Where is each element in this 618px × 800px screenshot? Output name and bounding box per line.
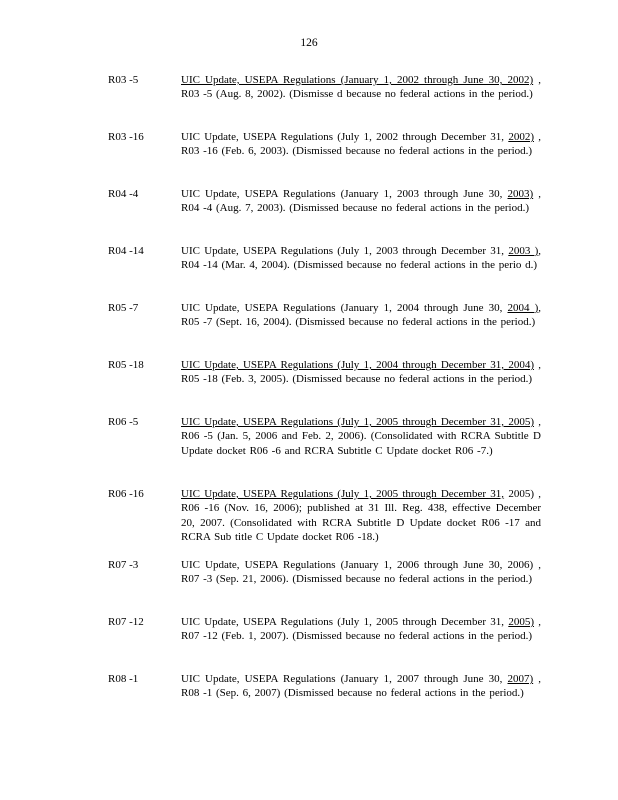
docket-number: R07 -12 <box>108 616 144 628</box>
page-number: 126 <box>300 37 318 49</box>
docket-number: R04 -14 <box>108 245 144 257</box>
docket-description <box>181 244 541 273</box>
docket-title: UIC Update, USEPA Regulations (July 1, 2002 through December 31, <box>181 131 509 143</box>
docket-description <box>181 558 541 587</box>
docket-details: , R07 -3 (Sep. 21, 2006). (Dismissed because no federal actions in the period.) <box>181 559 542 586</box>
docket-description <box>181 415 541 458</box>
docket-details: , R06 -5 (Jan. 5, 2006 and Feb. 2, 2006). (Consolidated with RCRA Subtitle D Update docket R06 -6 and RCRA Subtitle C Update docket R06 -7.) <box>181 416 542 457</box>
docket-details: , R03 -5 (Aug. 8, 2002). (Dismisse d because no federal actions in the period.) <box>181 74 542 101</box>
docket-title: UIC Update, USEPA Regulations (January 1, 2003 through June 30, <box>181 188 508 200</box>
docket-description <box>181 73 541 102</box>
docket-title: UIC Update, USEPA Regulations (January 1, 2006 through June 30, 2006) <box>181 559 534 571</box>
docket-title-underlined: 2005) <box>508 616 534 628</box>
docket-title-underlined: 2004 ) <box>507 302 539 314</box>
docket-title-underlined: 2007) <box>507 673 534 685</box>
docket-details: , R08 -1 (Sep. 6, 2007) (Dismissed because no federal actions in the period.) <box>181 673 542 700</box>
docket-number: R07 -3 <box>108 559 139 571</box>
docket-details: , R07 -12 (Feb. 1, 2007). (Dismissed because no federal actions in the period.) <box>181 616 541 643</box>
docket-title: UIC Update, USEPA Regulations (July 1, 2003 through December 31, <box>181 245 509 257</box>
docket-number: R06 -5 <box>108 416 139 428</box>
docket-description <box>181 130 541 159</box>
docket-details: , R04 -14 (Mar. 4, 2004). (Dismissed because no federal actions in the perio d.) <box>181 245 541 272</box>
docket-number: R03 -16 <box>108 131 144 143</box>
docket-number: R03 -5 <box>108 74 139 86</box>
docket-details: , R03 -16 (Feb. 6, 2003). (Dismissed because no federal actions in the period.) <box>181 131 541 158</box>
docket-number: R04 -4 <box>108 188 139 200</box>
docket-number: R05 -18 <box>108 359 144 371</box>
docket-description <box>181 615 541 644</box>
docket-details: 2005) , R06 -16 (Nov. 16, 2006); published at 31 Ill. Reg. 438, effective December 20, 2007. (Consolidated with RCRA Subtitle D Update docket R06 -17 and RCRA Sub title C Update docket R06 -18.) <box>181 488 541 543</box>
docket-details: , R04 -4 (Aug. 7, 2003). (Dismissed because no federal actions in the period.) <box>181 188 542 215</box>
docket-title: UIC Update, USEPA Regulations (January 1, 2002 through June 30, 2002) <box>181 74 534 86</box>
docket-number: R08 -1 <box>108 673 139 685</box>
docket-number: R05 -7 <box>108 302 139 314</box>
docket-description <box>181 487 541 544</box>
docket-description <box>181 187 541 216</box>
docket-title-underlined: 2003) <box>507 188 534 200</box>
docket-title: UIC Update, USEPA Regulations (July 1, 2005 through December 31, 2005) <box>181 416 534 428</box>
docket-title: UIC Update, USEPA Regulations (July 1, 2005 through December 31, <box>181 616 509 628</box>
docket-description <box>181 358 541 387</box>
docket-title: UIC Update, USEPA Regulations (January 1, 2007 through June 30, <box>181 673 508 685</box>
docket-description <box>181 672 541 701</box>
docket-details: , R05 -7 (Sept. 16, 2004). (Dismissed because no federal actions in the period.) <box>181 302 541 329</box>
docket-title: UIC Update, USEPA Regulations (July 1, 2005 through December 31, <box>181 488 505 500</box>
docket-title: UIC Update, USEPA Regulations (January 1, 2004 through June 30, <box>181 302 508 314</box>
docket-description <box>181 301 541 330</box>
docket-title-underlined: 2003 ) <box>508 245 539 257</box>
docket-title-underlined: 2002) <box>508 131 534 143</box>
docket-number: R06 -16 <box>108 488 144 500</box>
docket-title: UIC Update, USEPA Regulations (July 1, 2004 through December 31, 2004) <box>181 359 534 371</box>
docket-details: , R05 -18 (Feb. 3, 2005). (Dismissed because no federal actions in the period.) <box>181 359 542 386</box>
